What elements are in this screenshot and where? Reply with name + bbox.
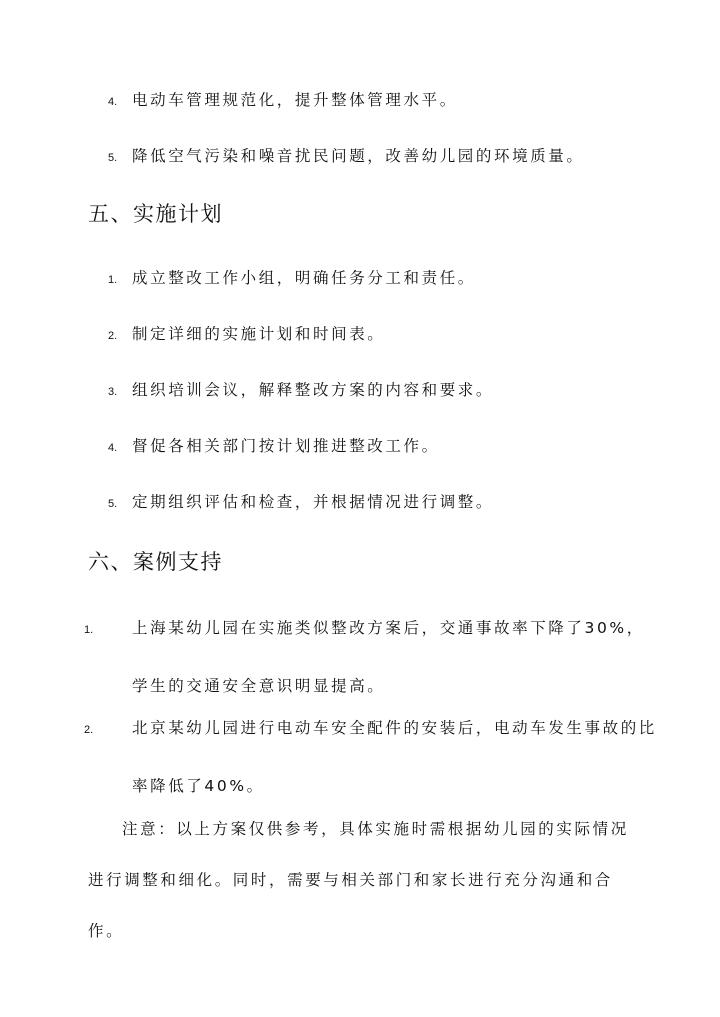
list-text: 成立整改工作小组，明确任务分工和责任。 [132,269,476,287]
list-number: 5. [108,152,118,164]
list-text: 定期组织评估和检查，并根据情况进行调整。 [132,493,495,511]
section-heading-implementation: 五、实施计划 [88,202,223,226]
list-text: 北京某幼儿园进行电动车安全配件的安装后，电动车发生事故的比率降低了40%。 [132,719,657,795]
list-item [84,700,662,814]
list-number: 3. [108,386,118,398]
list-text: 制定详细的实施计划和时间表。 [132,325,386,343]
section-heading-case-support: 六、案例支持 [88,550,223,574]
list-number: 4. [108,442,118,454]
list-item [108,72,638,130]
list-number: 5. [108,498,118,510]
list-item [108,250,638,308]
list-number: 2. [108,330,118,342]
list-item [84,600,662,714]
list-text: 组织培训会议，解释整改方案的内容和要求。 [132,381,495,399]
list-item [108,362,638,420]
list-item [108,474,638,532]
list-number: 4. [108,96,118,108]
list-item [108,128,638,186]
list-number: 1. [84,624,94,636]
list-item [108,418,638,476]
list-text: 电动车管理规范化，提升整体管理水平。 [132,91,458,109]
list-text: 上海某幼儿园在实施类似整改方案后，交通事故率下降了30%，学生的交通安全意识明显提高。 [132,619,645,695]
list-item [108,306,638,364]
list-text: 督促各相关部门按计划推进整改工作。 [132,437,440,455]
list-number: 1. [108,274,118,286]
note-paragraph: 注意：以上方案仅供参考，具体实施时需根据幼儿园的实际情况进行调整和细化。同时，需要与相关部门和家长进行充分沟通和合作。 [88,820,629,940]
list-number: 2. [84,724,94,736]
list-text: 降低空气污染和噪音扰民问题，改善幼儿园的环境质量。 [132,147,585,165]
